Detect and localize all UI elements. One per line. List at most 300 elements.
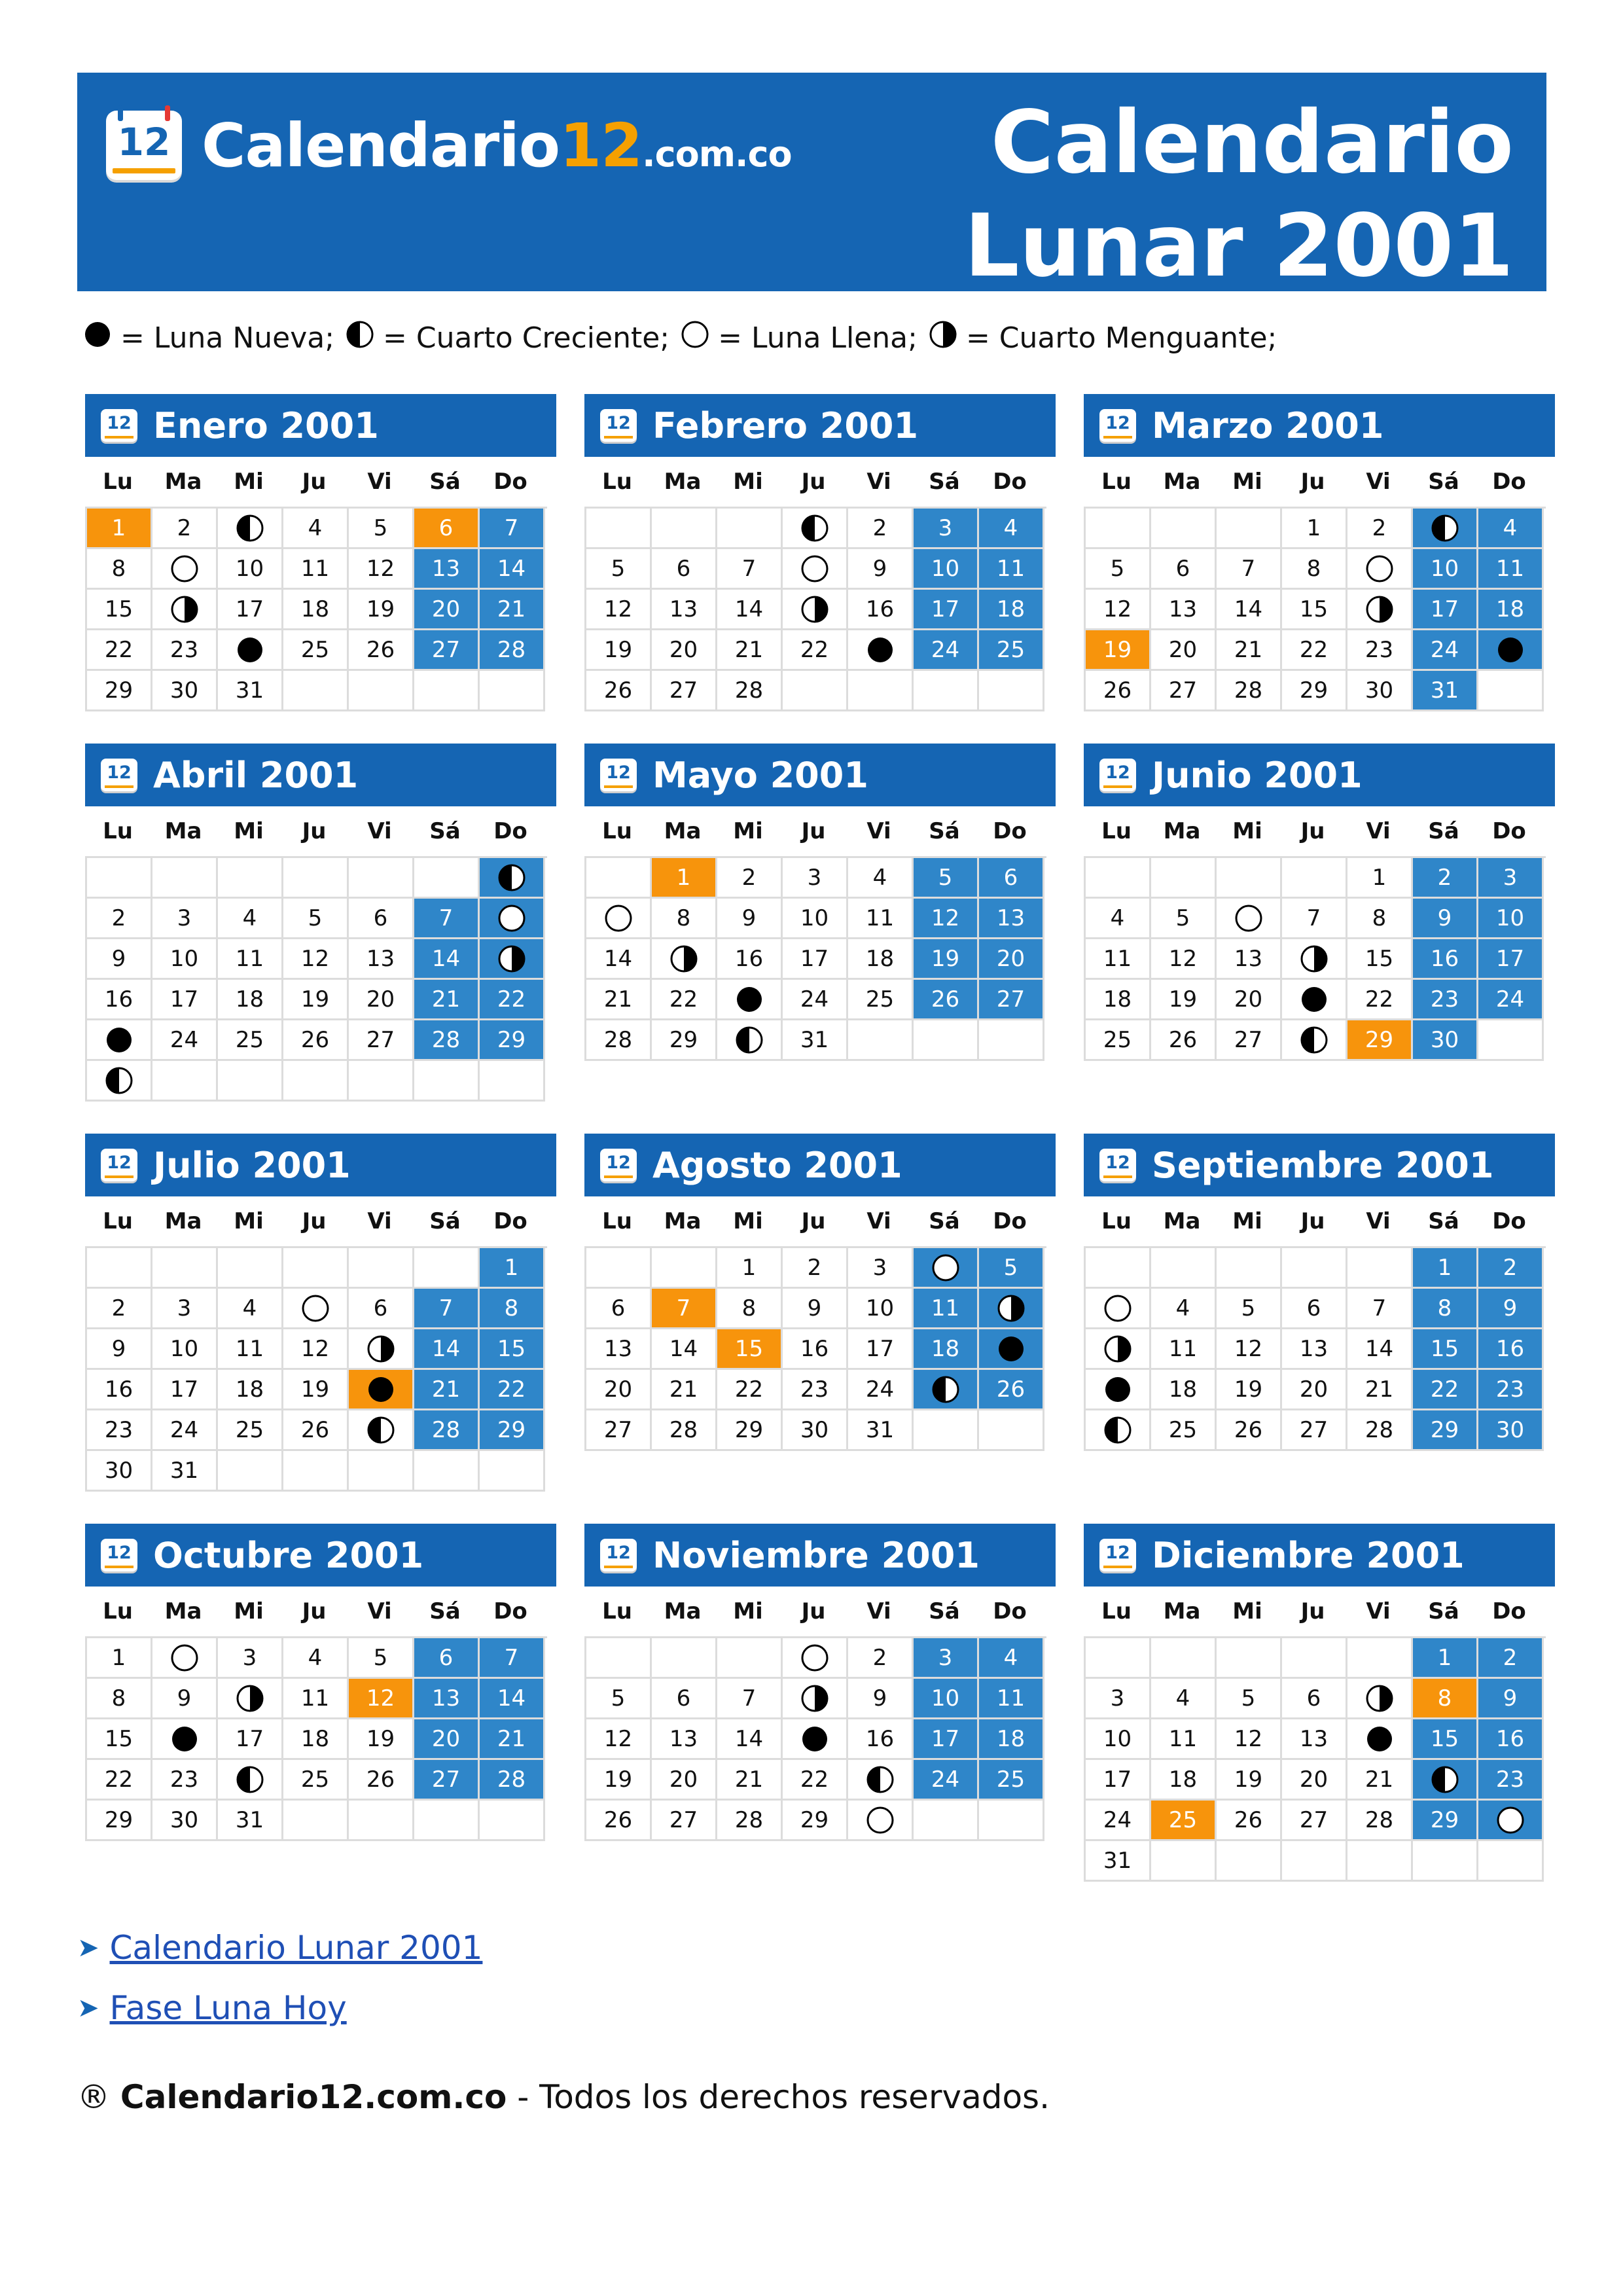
day-cell-new-moon bbox=[1478, 630, 1544, 671]
day-cell: 17 bbox=[1413, 590, 1478, 630]
day-cell: 4 bbox=[1151, 1289, 1217, 1329]
day-cell: 6 bbox=[349, 1289, 414, 1329]
empty-cell bbox=[414, 1248, 480, 1289]
empty-cell bbox=[1086, 509, 1151, 549]
weekday-label: Ju bbox=[1300, 818, 1325, 844]
days-grid bbox=[85, 507, 547, 711]
weekday-label: Lu bbox=[1101, 1208, 1132, 1234]
month-header bbox=[584, 1524, 1056, 1587]
day-cell-new-moon bbox=[1086, 1370, 1151, 1410]
weekday-label: Mi bbox=[1232, 469, 1262, 495]
day-cell-new-moon bbox=[87, 1020, 152, 1061]
first-quarter-icon bbox=[1431, 514, 1459, 542]
day-cell-full-moon bbox=[152, 1638, 218, 1679]
day-cell: 31 bbox=[783, 1020, 848, 1061]
day-cell: 1 bbox=[1413, 1248, 1478, 1289]
day-cell: 22 bbox=[717, 1370, 783, 1410]
empty-cell bbox=[1217, 509, 1282, 549]
empty-cell bbox=[480, 671, 545, 711]
month-calendar bbox=[1084, 394, 1555, 711]
day-cell: 27 bbox=[349, 1020, 414, 1061]
day-cell: 21 bbox=[480, 1719, 545, 1760]
day-cell-last-moon bbox=[1347, 1679, 1413, 1719]
day-cell: 7 bbox=[1347, 1289, 1413, 1329]
link-fase-luna-hoy[interactable]: Fase Luna Hoy bbox=[109, 1989, 347, 2027]
new-moon-icon bbox=[736, 986, 763, 1013]
weekday-label: Ma bbox=[664, 818, 702, 844]
day-cell: 18 bbox=[218, 980, 283, 1020]
day-cell: 15 bbox=[1347, 939, 1413, 980]
day-cell: 5 bbox=[349, 1638, 414, 1679]
day-cell: 6 bbox=[414, 509, 480, 549]
day-cell: 31 bbox=[1086, 1841, 1151, 1882]
day-cell: 22 bbox=[1347, 980, 1413, 1020]
weekday-label: Sá bbox=[929, 818, 960, 844]
day-cell: 26 bbox=[1086, 671, 1151, 711]
last-quarter-icon bbox=[801, 1685, 829, 1712]
month-title: Noviembre 2001 bbox=[652, 1534, 980, 1576]
weekday-label: Ju bbox=[302, 469, 327, 495]
day-cell: 5 bbox=[1086, 549, 1151, 590]
link-calendario-lunar[interactable]: Calendario Lunar 2001 bbox=[109, 1929, 483, 1967]
weekday-header bbox=[85, 806, 556, 856]
weekday-label: Ju bbox=[1300, 469, 1325, 495]
day-cell: 14 bbox=[414, 939, 480, 980]
day-cell: 8 bbox=[1347, 899, 1413, 939]
day-cell: 27 bbox=[979, 980, 1044, 1020]
day-cell: 8 bbox=[717, 1289, 783, 1329]
weekday-label: Lu bbox=[602, 1208, 632, 1234]
day-cell: 17 bbox=[218, 590, 283, 630]
month-calendar bbox=[85, 744, 556, 1102]
weekday-label: Do bbox=[993, 1598, 1027, 1624]
day-cell: 8 bbox=[1413, 1679, 1478, 1719]
empty-cell bbox=[218, 858, 283, 899]
weekday-label: Vi bbox=[1366, 1598, 1391, 1624]
full-moon-icon bbox=[1235, 905, 1262, 932]
day-cell: 22 bbox=[87, 1760, 152, 1801]
weekday-label: Mi bbox=[733, 1208, 763, 1234]
weekday-label: Lu bbox=[602, 818, 632, 844]
day-cell: 29 bbox=[783, 1801, 848, 1841]
empty-cell bbox=[1347, 1841, 1413, 1882]
day-cell: 20 bbox=[414, 590, 480, 630]
weekday-label: Sá bbox=[429, 818, 461, 844]
weekday-label: Lu bbox=[1101, 818, 1132, 844]
day-cell: 27 bbox=[1151, 671, 1217, 711]
day-cell-first-moon bbox=[480, 858, 545, 899]
day-cell: 20 bbox=[979, 939, 1044, 980]
empty-cell bbox=[1217, 1841, 1282, 1882]
empty-cell bbox=[586, 858, 652, 899]
weekday-label: Ma bbox=[164, 818, 202, 844]
weekday-label: Sá bbox=[1428, 818, 1459, 844]
day-cell-last-moon bbox=[152, 590, 218, 630]
day-cell: 13 bbox=[414, 1679, 480, 1719]
day-cell: 3 bbox=[218, 1638, 283, 1679]
day-cell: 20 bbox=[1282, 1370, 1347, 1410]
new-moon-icon bbox=[367, 1376, 395, 1403]
day-cell: 10 bbox=[783, 899, 848, 939]
month-title: Septiembre 2001 bbox=[1152, 1144, 1494, 1186]
day-cell: 18 bbox=[1151, 1370, 1217, 1410]
day-cell-first-moon bbox=[783, 509, 848, 549]
empty-cell bbox=[848, 671, 914, 711]
empty-cell bbox=[218, 1061, 283, 1102]
day-cell: 23 bbox=[152, 1760, 218, 1801]
weekday-label: Vi bbox=[866, 469, 891, 495]
empty-cell bbox=[349, 671, 414, 711]
day-cell: 9 bbox=[1413, 899, 1478, 939]
calendar-icon: 12 bbox=[101, 409, 137, 442]
day-cell: 10 bbox=[848, 1289, 914, 1329]
day-cell: 19 bbox=[1217, 1370, 1282, 1410]
weekday-label: Mi bbox=[234, 1208, 264, 1234]
empty-cell bbox=[1151, 858, 1217, 899]
full-moon-icon bbox=[681, 321, 709, 355]
weekday-label: Ma bbox=[1163, 469, 1201, 495]
day-cell: 9 bbox=[87, 1329, 152, 1370]
days-grid bbox=[584, 1246, 1046, 1451]
day-cell: 6 bbox=[414, 1638, 480, 1679]
month-calendar bbox=[85, 1524, 556, 1841]
weekday-label: Vi bbox=[866, 1208, 891, 1234]
day-cell: 4 bbox=[283, 1638, 349, 1679]
day-cell: 19 bbox=[586, 1760, 652, 1801]
weekday-header bbox=[85, 1587, 556, 1636]
empty-cell bbox=[1478, 1020, 1544, 1061]
day-cell: 9 bbox=[848, 549, 914, 590]
calendar-icon: 12 bbox=[600, 759, 637, 791]
day-cell: 24 bbox=[783, 980, 848, 1020]
empty-cell bbox=[283, 1801, 349, 1841]
weekday-header bbox=[1084, 1196, 1555, 1246]
day-cell: 13 bbox=[979, 899, 1044, 939]
first-quarter-icon bbox=[367, 1416, 395, 1444]
day-cell: 2 bbox=[848, 509, 914, 549]
day-cell: 16 bbox=[1413, 939, 1478, 980]
day-cell: 29 bbox=[480, 1410, 545, 1451]
empty-cell bbox=[1478, 1841, 1544, 1882]
day-cell: 6 bbox=[349, 899, 414, 939]
weekday-label: Ju bbox=[801, 1208, 826, 1234]
empty-cell bbox=[414, 1451, 480, 1492]
weekday-label: Sá bbox=[1428, 1208, 1459, 1234]
day-cell: 30 bbox=[1347, 671, 1413, 711]
full-moon-icon bbox=[498, 905, 526, 932]
month-title: Julio 2001 bbox=[153, 1144, 351, 1186]
day-cell: 10 bbox=[1086, 1719, 1151, 1760]
day-cell: 3 bbox=[1086, 1679, 1151, 1719]
day-cell: 5 bbox=[586, 1679, 652, 1719]
day-cell: 19 bbox=[349, 1719, 414, 1760]
day-cell-full-moon bbox=[1347, 549, 1413, 590]
day-cell: 28 bbox=[652, 1410, 717, 1451]
day-cell: 21 bbox=[717, 1760, 783, 1801]
day-cell: 15 bbox=[717, 1329, 783, 1370]
day-cell: 12 bbox=[586, 1719, 652, 1760]
weekday-label: Sá bbox=[929, 1208, 960, 1234]
day-cell: 25 bbox=[1151, 1801, 1217, 1841]
month-title: Agosto 2001 bbox=[652, 1144, 902, 1186]
empty-cell bbox=[979, 1410, 1044, 1451]
empty-cell bbox=[218, 1451, 283, 1492]
day-cell: 24 bbox=[152, 1020, 218, 1061]
day-cell-new-moon bbox=[783, 1719, 848, 1760]
full-moon-icon bbox=[1366, 555, 1393, 583]
days-grid bbox=[584, 856, 1046, 1061]
day-cell: 22 bbox=[480, 1370, 545, 1410]
day-cell: 16 bbox=[1478, 1329, 1544, 1370]
day-cell: 5 bbox=[979, 1248, 1044, 1289]
day-cell: 28 bbox=[1347, 1410, 1413, 1451]
empty-cell bbox=[848, 1020, 914, 1061]
day-cell: 30 bbox=[152, 671, 218, 711]
month-title: Junio 2001 bbox=[1152, 754, 1363, 796]
days-grid bbox=[584, 507, 1046, 711]
empty-cell bbox=[414, 1061, 480, 1102]
day-cell: 26 bbox=[586, 1801, 652, 1841]
day-cell: 26 bbox=[349, 1760, 414, 1801]
weekday-label: Vi bbox=[1366, 1208, 1391, 1234]
day-cell: 25 bbox=[1086, 1020, 1151, 1061]
empty-cell bbox=[586, 509, 652, 549]
day-cell: 27 bbox=[1282, 1410, 1347, 1451]
day-cell: 20 bbox=[586, 1370, 652, 1410]
day-cell: 9 bbox=[87, 939, 152, 980]
day-cell: 17 bbox=[1478, 939, 1544, 980]
day-cell: 22 bbox=[783, 1760, 848, 1801]
weekday-header bbox=[1084, 457, 1555, 507]
day-cell: 29 bbox=[717, 1410, 783, 1451]
day-cell: 12 bbox=[1086, 590, 1151, 630]
weekday-label: Do bbox=[493, 1598, 527, 1624]
empty-cell bbox=[349, 858, 414, 899]
day-cell: 10 bbox=[152, 939, 218, 980]
weekday-label: Ju bbox=[1300, 1598, 1325, 1624]
day-cell-first-moon bbox=[1282, 1020, 1347, 1061]
day-cell: 21 bbox=[1347, 1760, 1413, 1801]
weekday-header bbox=[584, 806, 1056, 856]
day-cell: 29 bbox=[1282, 671, 1347, 711]
day-cell: 13 bbox=[652, 590, 717, 630]
empty-cell bbox=[480, 1451, 545, 1492]
day-cell: 13 bbox=[1151, 590, 1217, 630]
day-cell-last-moon bbox=[783, 1679, 848, 1719]
calendar-icon: 12 bbox=[101, 1539, 137, 1571]
new-moon-icon bbox=[1497, 636, 1524, 664]
empty-cell bbox=[717, 1638, 783, 1679]
day-cell: 24 bbox=[848, 1370, 914, 1410]
day-cell: 1 bbox=[87, 509, 152, 549]
header-banner bbox=[77, 73, 1546, 296]
empty-cell bbox=[1151, 509, 1217, 549]
day-cell: 21 bbox=[586, 980, 652, 1020]
empty-cell bbox=[1347, 1638, 1413, 1679]
full-moon-icon bbox=[866, 1806, 894, 1834]
logo-text: Calendario12.com.co bbox=[202, 110, 792, 181]
month-title: Enero 2001 bbox=[153, 404, 379, 446]
weekday-label: Ju bbox=[801, 1598, 826, 1624]
calendar-icon: 12 bbox=[600, 1149, 637, 1181]
day-cell: 18 bbox=[848, 939, 914, 980]
weekday-label: Do bbox=[1492, 818, 1526, 844]
day-cell: 17 bbox=[152, 980, 218, 1020]
first-quarter-icon bbox=[866, 1766, 894, 1793]
day-cell: 17 bbox=[914, 590, 979, 630]
empty-cell bbox=[87, 1248, 152, 1289]
empty-cell bbox=[914, 1020, 979, 1061]
day-cell: 18 bbox=[1086, 980, 1151, 1020]
day-cell: 31 bbox=[218, 1801, 283, 1841]
day-cell: 18 bbox=[1478, 590, 1544, 630]
day-cell: 20 bbox=[349, 980, 414, 1020]
calendar-icon: 12 bbox=[1099, 409, 1136, 442]
day-cell: 2 bbox=[1478, 1248, 1544, 1289]
day-cell: 5 bbox=[283, 899, 349, 939]
day-cell: 15 bbox=[1282, 590, 1347, 630]
day-cell: 15 bbox=[87, 590, 152, 630]
day-cell: 20 bbox=[652, 630, 717, 671]
last-quarter-icon bbox=[498, 945, 526, 973]
day-cell: 19 bbox=[1086, 630, 1151, 671]
weekday-header bbox=[85, 457, 556, 507]
empty-cell bbox=[1151, 1248, 1217, 1289]
day-cell: 7 bbox=[480, 509, 545, 549]
day-cell: 1 bbox=[1413, 1638, 1478, 1679]
day-cell: 4 bbox=[1478, 509, 1544, 549]
weekday-label: Lu bbox=[602, 469, 632, 495]
day-cell-full-moon bbox=[586, 899, 652, 939]
day-cell: 9 bbox=[1478, 1679, 1544, 1719]
day-cell: 10 bbox=[1413, 549, 1478, 590]
day-cell: 11 bbox=[1151, 1719, 1217, 1760]
day-cell: 29 bbox=[480, 1020, 545, 1061]
day-cell: 4 bbox=[979, 509, 1044, 549]
day-cell: 31 bbox=[1413, 671, 1478, 711]
full-moon-icon bbox=[801, 1644, 829, 1672]
day-cell: 30 bbox=[783, 1410, 848, 1451]
weekday-label: Ma bbox=[664, 1598, 702, 1624]
day-cell: 6 bbox=[1282, 1289, 1347, 1329]
day-cell: 17 bbox=[783, 939, 848, 980]
empty-cell bbox=[152, 1248, 218, 1289]
day-cell: 28 bbox=[1347, 1801, 1413, 1841]
month-calendar bbox=[584, 1524, 1056, 1841]
day-cell: 7 bbox=[1282, 899, 1347, 939]
day-cell: 2 bbox=[152, 509, 218, 549]
weekday-label: Sá bbox=[1428, 469, 1459, 495]
day-cell: 28 bbox=[717, 1801, 783, 1841]
arrow-right-icon: ➤ bbox=[77, 1933, 99, 1963]
weekday-label: Ju bbox=[302, 1208, 327, 1234]
first-quarter-icon bbox=[932, 1376, 959, 1403]
day-cell: 4 bbox=[218, 1289, 283, 1329]
empty-cell bbox=[414, 858, 480, 899]
day-cell: 12 bbox=[283, 939, 349, 980]
day-cell-full-moon bbox=[1478, 1801, 1544, 1841]
new-moon-icon bbox=[997, 1335, 1025, 1363]
empty-cell bbox=[1282, 1841, 1347, 1882]
day-cell: 11 bbox=[848, 899, 914, 939]
day-cell: 10 bbox=[1478, 899, 1544, 939]
day-cell: 11 bbox=[283, 549, 349, 590]
last-quarter-icon bbox=[670, 945, 698, 973]
day-cell: 21 bbox=[717, 630, 783, 671]
day-cell: 27 bbox=[1282, 1801, 1347, 1841]
empty-cell bbox=[652, 1638, 717, 1679]
day-cell: 7 bbox=[717, 549, 783, 590]
month-title: Octubre 2001 bbox=[153, 1534, 424, 1576]
day-cell: 2 bbox=[87, 899, 152, 939]
day-cell: 3 bbox=[848, 1248, 914, 1289]
day-cell: 21 bbox=[414, 1370, 480, 1410]
empty-cell bbox=[1086, 858, 1151, 899]
day-cell: 3 bbox=[914, 509, 979, 549]
month-header bbox=[1084, 1524, 1555, 1587]
day-cell: 26 bbox=[914, 980, 979, 1020]
day-cell: 16 bbox=[87, 1370, 152, 1410]
day-cell: 28 bbox=[717, 671, 783, 711]
day-cell: 7 bbox=[414, 1289, 480, 1329]
day-cell: 27 bbox=[652, 671, 717, 711]
day-cell-full-moon bbox=[914, 1248, 979, 1289]
day-cell: 25 bbox=[218, 1020, 283, 1061]
day-cell: 21 bbox=[1347, 1370, 1413, 1410]
day-cell-full-moon bbox=[783, 549, 848, 590]
day-cell: 14 bbox=[480, 549, 545, 590]
day-cell: 31 bbox=[848, 1410, 914, 1451]
days-grid bbox=[85, 1246, 547, 1492]
empty-cell bbox=[1282, 1638, 1347, 1679]
site-logo[interactable] bbox=[106, 109, 792, 181]
weekday-label: Do bbox=[1492, 1208, 1526, 1234]
weekday-label: Do bbox=[1492, 1598, 1526, 1624]
day-cell-first-moon bbox=[1413, 1760, 1478, 1801]
day-cell: 14 bbox=[414, 1329, 480, 1370]
weekday-header bbox=[584, 1196, 1056, 1246]
day-cell: 1 bbox=[717, 1248, 783, 1289]
month-title: Diciembre 2001 bbox=[1152, 1534, 1465, 1576]
weekday-label: Mi bbox=[733, 469, 763, 495]
day-cell: 9 bbox=[1478, 1289, 1544, 1329]
day-cell: 30 bbox=[1478, 1410, 1544, 1451]
day-cell: 1 bbox=[652, 858, 717, 899]
day-cell: 3 bbox=[783, 858, 848, 899]
day-cell-last-moon bbox=[652, 939, 717, 980]
new-moon-icon bbox=[105, 1026, 133, 1054]
weekday-label: Ju bbox=[302, 818, 327, 844]
links-section bbox=[77, 1918, 482, 2038]
day-cell: 11 bbox=[979, 549, 1044, 590]
day-cell: 13 bbox=[349, 939, 414, 980]
day-cell-last-moon bbox=[480, 939, 545, 980]
day-cell: 9 bbox=[717, 899, 783, 939]
first-quarter-icon bbox=[1300, 1026, 1328, 1054]
day-cell: 25 bbox=[1151, 1410, 1217, 1451]
weekday-label: Lu bbox=[1101, 469, 1132, 495]
day-cell: 23 bbox=[1413, 980, 1478, 1020]
day-cell: 16 bbox=[87, 980, 152, 1020]
empty-cell bbox=[652, 1248, 717, 1289]
weekday-label: Vi bbox=[1366, 469, 1391, 495]
day-cell-last-moon bbox=[349, 1329, 414, 1370]
last-quarter-icon bbox=[801, 596, 829, 623]
day-cell: 14 bbox=[1217, 590, 1282, 630]
day-cell: 17 bbox=[218, 1719, 283, 1760]
day-cell: 12 bbox=[1217, 1329, 1282, 1370]
day-cell: 30 bbox=[87, 1451, 152, 1492]
